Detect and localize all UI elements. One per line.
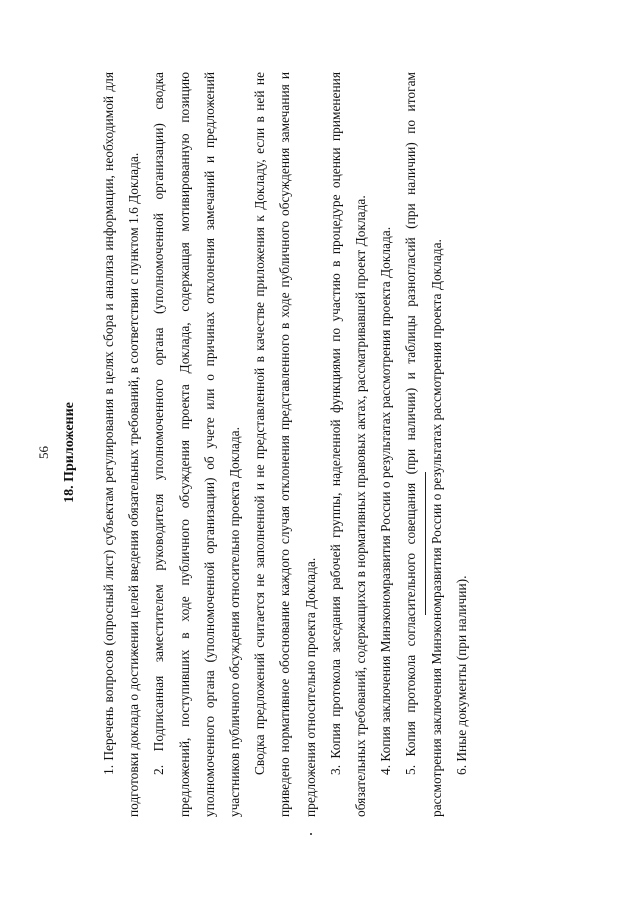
closing-rule (425, 472, 426, 615)
paragraph-working-group-protocol: 3. Копия протокола заседания рабочей группы, наделенной функциями по участию в процедуре оценки применения обязательных требований, содержащихся в нормативных правовых актах, рассматривавшей проект Доклада. (327, 72, 369, 817)
paragraph-summary-of-proposals: 2. Подписанная заместителем руководителя уполномоченного органа (уполномоченной организации) сводка предложений, поступивших в ходе публичного обсуждения проекта Доклада, содержащая мотивированную позицию уполномоченного органа (уполномоченной организации) об учете или о причинах отклонения замечаний и предложений участников публичного обсуждения относительно проекта Доклада. (151, 72, 243, 817)
page-number: 56 (36, 446, 51, 459)
paragraph-conciliation-protocol: 5. Копия протокола согласительного совещания (при наличии) и таблицы разногласий (при наличии) по итогам рассмотрения заключения Минэкономразвития России о результатах рассмотрения проекта Доклада. (403, 72, 444, 817)
paragraph-questionnaire: 1. Перечень вопросов (опросный лист) субъектам регулирования в целях сбора и анализа информации, необходимой для подготовки доклада о достижении целей введения обязательных требований, в соответствии с пунктом 1.6 Доклада. (101, 72, 142, 817)
paragraph-summary-requirements: Сводка предложений считается не заполненной и не представленной в качестве приложения к Докладу, если в ней не приведено нормативное обоснование каждого случая отклонения представленного в ходе публичного обсуждения замечания и предложения относительно проекта Доклада. (252, 72, 318, 817)
section-title: 18. Приложение (62, 402, 77, 503)
paragraph-ministry-conclusion: 4. Копия заключения Минэкономразвития России о результатах рассмотрения проекта Доклада. (378, 226, 394, 775)
scan-speck (310, 833, 312, 835)
document-body (96, 72, 474, 817)
paragraph-other-documents: 6. Иные документы (при наличии). (453, 575, 469, 775)
